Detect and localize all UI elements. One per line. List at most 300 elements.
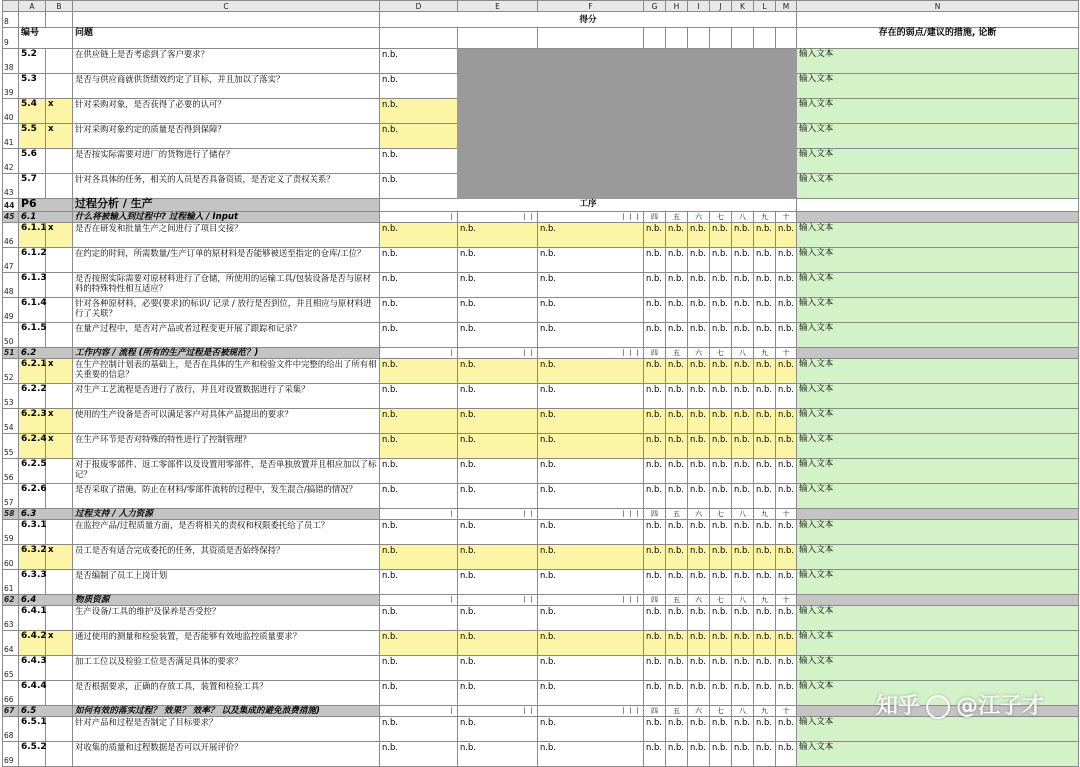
section-title: 过程支持 / 人力资源 [73, 509, 380, 520]
col-header-h[interactable]: H [666, 1, 688, 12]
score-cell[interactable]: n.b. [710, 484, 732, 509]
score-cell[interactable]: n.b. [688, 484, 710, 509]
comment-input[interactable]: 输入文本 [797, 631, 1079, 656]
score-cell[interactable]: n.b. [688, 409, 710, 434]
score-cell[interactable]: n.b. [380, 174, 458, 199]
score-cell[interactable]: n.b. [538, 631, 644, 656]
score-cell[interactable]: n.b. [380, 681, 458, 706]
score-cell[interactable]: n.b. [710, 631, 732, 656]
score-cell[interactable]: n.b. [458, 384, 538, 409]
score-cell[interactable]: n.b. [538, 717, 644, 742]
score-cell[interactable]: n.b. [776, 359, 797, 384]
comment-input[interactable]: 输入文本 [797, 124, 1079, 149]
score-cell[interactable]: n.b. [754, 520, 776, 545]
score-cell[interactable]: n.b. [538, 484, 644, 509]
score-cell[interactable]: n.b. [644, 656, 666, 681]
col-header-m[interactable]: M [776, 1, 797, 12]
score-cell[interactable]: n.b. [538, 681, 644, 706]
comment-input[interactable]: 输入文本 [797, 681, 1079, 706]
cell [19, 12, 46, 28]
score-cell[interactable]: n.b. [754, 384, 776, 409]
score-cell[interactable]: n.b. [776, 520, 797, 545]
score-cell[interactable]: n.b. [380, 520, 458, 545]
score-cell[interactable]: n.b. [644, 298, 666, 323]
score-cell[interactable]: n.b. [776, 545, 797, 570]
score-cell[interactable]: n.b. [754, 742, 776, 767]
score-cell[interactable]: n.b. [732, 223, 754, 248]
score-cell[interactable]: n.b. [380, 248, 458, 273]
score-cell[interactable]: n.b. [666, 631, 688, 656]
score-cell[interactable]: n.b. [776, 298, 797, 323]
p6-title: 过程分析 / 生产 [73, 199, 380, 212]
score-cell[interactable]: n.b. [710, 434, 732, 459]
score-cell[interactable]: n.b. [754, 359, 776, 384]
comment-input[interactable]: 输入文本 [797, 656, 1079, 681]
score-cell[interactable]: n.b. [380, 273, 458, 298]
comment-input[interactable]: 输入文本 [797, 359, 1079, 384]
score-cell[interactable]: n.b. [538, 459, 644, 484]
score-cell[interactable]: n.b. [538, 323, 644, 348]
score-cell[interactable]: n.b. [688, 298, 710, 323]
score-cell[interactable]: n.b. [644, 570, 666, 595]
comment-input[interactable]: 输入文本 [797, 384, 1079, 409]
mandatory-mark: x [46, 124, 73, 149]
score-cell[interactable]: n.b. [688, 323, 710, 348]
comment-input[interactable]: 输入文本 [797, 717, 1079, 742]
score-cell[interactable]: n.b. [538, 384, 644, 409]
score-cell[interactable]: n.b. [538, 545, 644, 570]
score-cell[interactable]: n.b. [538, 570, 644, 595]
score-cell[interactable]: n.b. [688, 606, 710, 631]
process-mark: 五 [666, 595, 688, 606]
score-cell[interactable]: n.b. [458, 742, 538, 767]
score-cell[interactable]: n.b. [644, 606, 666, 631]
score-cell[interactable]: n.b. [710, 656, 732, 681]
score-cell[interactable]: n.b. [710, 223, 732, 248]
score-cell[interactable]: n.b. [644, 545, 666, 570]
question-text: 是否在研发和批量生产之间进行了项目交接？ [73, 223, 380, 248]
score-cell[interactable]: n.b. [644, 484, 666, 509]
score-cell[interactable]: n.b. [458, 570, 538, 595]
score-cell[interactable]: n.b. [732, 606, 754, 631]
score-cell[interactable]: n.b. [644, 459, 666, 484]
section-number: 6.1 [19, 212, 73, 223]
comment-input[interactable]: 输入文本 [797, 459, 1079, 484]
score-cell[interactable]: n.b. [776, 742, 797, 767]
score-cell[interactable]: n.b. [666, 484, 688, 509]
score-cell[interactable]: n.b. [380, 384, 458, 409]
score-cell[interactable]: n.b. [380, 124, 458, 149]
section-header-row [3, 348, 1079, 359]
score-cell[interactable]: n.b. [776, 248, 797, 273]
score-cell[interactable]: n.b. [776, 484, 797, 509]
score-cell[interactable]: n.b. [666, 570, 688, 595]
score-cell[interactable]: n.b. [688, 359, 710, 384]
comment-input[interactable]: 输入文本 [797, 434, 1079, 459]
score-cell[interactable]: n.b. [458, 717, 538, 742]
score-cell[interactable]: n.b. [380, 631, 458, 656]
section-number: 6.5 [19, 706, 73, 717]
score-cell[interactable]: n.b. [380, 99, 458, 124]
score-cell[interactable]: n.b. [644, 359, 666, 384]
score-cell[interactable]: n.b. [688, 742, 710, 767]
process-mark: 十 [776, 212, 797, 223]
score-cell[interactable]: n.b. [710, 520, 732, 545]
score-cell[interactable]: n.b. [666, 459, 688, 484]
score-cell[interactable]: n.b. [644, 520, 666, 545]
cell [73, 12, 380, 28]
comment-input[interactable]: 输入文本 [797, 174, 1079, 199]
header-row-8 [3, 12, 1079, 28]
score-cell[interactable]: n.b. [380, 484, 458, 509]
row-number: 60 [3, 545, 19, 570]
question-text: 在约定的时间，所需数量/生产订单的原材料是否能够被送至指定的仓库/工位？ [73, 248, 380, 273]
comment-input[interactable]: 输入文本 [797, 149, 1079, 174]
process-mark: 七 [710, 348, 732, 359]
score-cell[interactable]: n.b. [732, 570, 754, 595]
comment-input[interactable]: 输入文本 [797, 223, 1079, 248]
score-cell[interactable]: n.b. [380, 545, 458, 570]
score-cell[interactable]: n.b. [644, 434, 666, 459]
score-cell[interactable]: n.b. [644, 409, 666, 434]
score-cell[interactable]: n.b. [710, 717, 732, 742]
score-cell[interactable]: n.b. [688, 459, 710, 484]
score-cell[interactable]: n.b. [644, 717, 666, 742]
score-cell[interactable]: n.b. [754, 298, 776, 323]
question-number: 6.5.1 [19, 717, 46, 742]
comment-input[interactable]: 输入文本 [797, 298, 1079, 323]
question-number: 5.4 [19, 99, 46, 124]
score-cell[interactable]: n.b. [732, 384, 754, 409]
score-cell[interactable]: n.b. [732, 681, 754, 706]
score-cell[interactable]: n.b. [458, 223, 538, 248]
score-cell[interactable]: n.b. [380, 656, 458, 681]
score-cell[interactable]: n.b. [538, 656, 644, 681]
score-cell[interactable]: n.b. [710, 681, 732, 706]
score-cell[interactable]: n.b. [754, 656, 776, 681]
score-cell[interactable]: n.b. [538, 273, 644, 298]
score-cell[interactable]: n.b. [710, 384, 732, 409]
score-cell[interactable]: n.b. [754, 459, 776, 484]
score-cell[interactable]: n.b. [710, 298, 732, 323]
comment-input[interactable]: 输入文本 [797, 520, 1079, 545]
score-cell[interactable]: n.b. [666, 248, 688, 273]
comment-input[interactable]: 输入文本 [797, 545, 1079, 570]
score-cell[interactable]: n.b. [644, 742, 666, 767]
score-cell[interactable]: n.b. [644, 248, 666, 273]
score-cell[interactable]: n.b. [710, 409, 732, 434]
question-number: 5.2 [19, 49, 46, 74]
score-cell[interactable]: n.b. [380, 409, 458, 434]
score-cell[interactable]: n.b. [776, 434, 797, 459]
score-cell[interactable]: n.b. [754, 545, 776, 570]
score-cell[interactable]: n.b. [458, 484, 538, 509]
score-cell[interactable]: n.b. [776, 459, 797, 484]
score-cell[interactable]: n.b. [710, 273, 732, 298]
score-cell[interactable]: n.b. [754, 273, 776, 298]
score-cell[interactable]: n.b. [754, 570, 776, 595]
score-cell[interactable]: n.b. [754, 409, 776, 434]
question-text: 生产设备/工具的维护及保养是否受控？ [73, 606, 380, 631]
question-row [3, 520, 1079, 545]
col-header-n[interactable]: N [797, 1, 1079, 12]
question-row [3, 409, 1079, 434]
score-cell[interactable]: n.b. [644, 631, 666, 656]
row-number: 48 [3, 273, 19, 298]
comment-input[interactable]: 输入文本 [797, 606, 1079, 631]
score-cell[interactable]: n.b. [380, 459, 458, 484]
process-mark: 丨 [380, 212, 458, 223]
score-cell[interactable]: n.b. [732, 359, 754, 384]
score-cell[interactable]: n.b. [732, 717, 754, 742]
score-cell[interactable]: n.b. [380, 49, 458, 74]
score-cell[interactable]: n.b. [538, 409, 644, 434]
score-cell[interactable]: n.b. [776, 384, 797, 409]
score-cell[interactable]: n.b. [710, 606, 732, 631]
score-cell[interactable]: n.b. [666, 434, 688, 459]
score-cell[interactable]: n.b. [754, 631, 776, 656]
score-cell[interactable]: n.b. [666, 409, 688, 434]
row-number: 39 [3, 74, 19, 99]
score-cell[interactable]: n.b. [732, 298, 754, 323]
question-number: 6.2.4 [19, 434, 46, 459]
col-header-a[interactable]: A [19, 1, 46, 12]
score-cell[interactable]: n.b. [538, 298, 644, 323]
score-cell[interactable]: n.b. [776, 656, 797, 681]
score-cell[interactable]: n.b. [754, 606, 776, 631]
score-cell[interactable]: n.b. [732, 631, 754, 656]
score-cell[interactable]: n.b. [732, 484, 754, 509]
score-cell[interactable]: n.b. [666, 545, 688, 570]
score-cell[interactable]: n.b. [776, 631, 797, 656]
score-cell[interactable]: n.b. [380, 74, 458, 99]
process-mark: 十 [776, 509, 797, 520]
score-cell[interactable]: n.b. [538, 359, 644, 384]
process-mark: 六 [688, 706, 710, 717]
question-text: 在生产环节是否对特殊的特性进行了控制管理？ [73, 434, 380, 459]
col-header-l[interactable]: L [754, 1, 776, 12]
col-header-d[interactable]: D [380, 1, 458, 12]
score-cell[interactable]: n.b. [776, 570, 797, 595]
process-header: 工序 [380, 199, 797, 212]
score-cell[interactable]: n.b. [710, 359, 732, 384]
col-header-f[interactable]: F [538, 1, 644, 12]
process-mark: 五 [666, 509, 688, 520]
question-text: 员工是否有适合完成委托的任务，其资质是否始终保持？ [73, 545, 380, 570]
score-cell[interactable]: n.b. [380, 323, 458, 348]
score-cell[interactable]: n.b. [458, 323, 538, 348]
score-cell[interactable]: n.b. [458, 409, 538, 434]
col-header-b[interactable]: B [46, 1, 73, 12]
comment-input[interactable]: 输入文本 [797, 273, 1079, 298]
score-cell[interactable]: n.b. [644, 384, 666, 409]
score-cell[interactable]: n.b. [644, 223, 666, 248]
score-cell[interactable]: n.b. [688, 434, 710, 459]
comment-input[interactable]: 输入文本 [797, 323, 1079, 348]
comment-input[interactable]: 输入文本 [797, 409, 1079, 434]
score-cell[interactable]: n.b. [380, 149, 458, 174]
score-cell[interactable]: n.b. [666, 384, 688, 409]
score-cell[interactable]: n.b. [458, 459, 538, 484]
process-mark: 九 [754, 212, 776, 223]
process-mark: 六 [688, 509, 710, 520]
score-cell[interactable]: n.b. [710, 459, 732, 484]
mandatory-mark [46, 606, 73, 631]
score-cell[interactable]: n.b. [776, 606, 797, 631]
score-cell[interactable]: n.b. [732, 459, 754, 484]
cell [776, 28, 797, 49]
score-cell[interactable]: n.b. [644, 681, 666, 706]
score-cell[interactable]: n.b. [458, 520, 538, 545]
score-cell[interactable]: n.b. [666, 323, 688, 348]
question-row [3, 459, 1079, 484]
comment-input[interactable]: 输入文本 [797, 248, 1079, 273]
score-cell[interactable]: n.b. [458, 606, 538, 631]
score-cell[interactable]: n.b. [666, 520, 688, 545]
score-cell[interactable]: n.b. [458, 359, 538, 384]
score-cell[interactable]: n.b. [666, 359, 688, 384]
score-cell[interactable]: n.b. [688, 273, 710, 298]
score-cell[interactable]: n.b. [732, 434, 754, 459]
score-cell[interactable]: n.b. [732, 409, 754, 434]
question-number: 6.4.3 [19, 656, 46, 681]
row-number: 69 [3, 742, 19, 767]
score-cell[interactable]: n.b. [688, 717, 710, 742]
comment-input[interactable]: 输入文本 [797, 742, 1079, 767]
score-cell[interactable]: n.b. [458, 545, 538, 570]
score-cell[interactable]: n.b. [776, 717, 797, 742]
column-header-row [3, 1, 1079, 12]
score-cell[interactable]: n.b. [666, 717, 688, 742]
score-cell[interactable]: n.b. [776, 273, 797, 298]
score-cell[interactable]: n.b. [710, 323, 732, 348]
comment-input[interactable]: 输入文本 [797, 49, 1079, 74]
score-cell[interactable]: n.b. [666, 223, 688, 248]
score-cell[interactable]: n.b. [688, 248, 710, 273]
col-header-c[interactable]: C [73, 1, 380, 12]
comment-input[interactable]: 输入文本 [797, 99, 1079, 124]
score-cell[interactable]: n.b. [666, 273, 688, 298]
question-row [3, 484, 1079, 509]
section-header-row [3, 212, 1079, 223]
score-cell[interactable]: n.b. [380, 298, 458, 323]
score-cell[interactable]: n.b. [754, 484, 776, 509]
score-cell[interactable]: n.b. [666, 656, 688, 681]
score-cell[interactable]: n.b. [538, 223, 644, 248]
score-cell[interactable]: n.b. [732, 323, 754, 348]
score-cell[interactable]: n.b. [754, 434, 776, 459]
score-cell[interactable]: n.b. [644, 273, 666, 298]
score-cell[interactable]: n.b. [710, 248, 732, 273]
score-cell[interactable]: n.b. [710, 742, 732, 767]
col-header-g[interactable]: G [644, 1, 666, 12]
score-cell[interactable]: n.b. [732, 273, 754, 298]
score-cell[interactable]: n.b. [380, 606, 458, 631]
question-text: 是否采取了措施，防止在材料/零部件流转的过程中，发生混合/搞错的情况？ [73, 484, 380, 509]
score-cell[interactable]: n.b. [666, 742, 688, 767]
score-cell[interactable]: n.b. [538, 742, 644, 767]
question-text: 是否编制了员工上岗计划 [73, 570, 380, 595]
question-number: 6.1.2 [19, 248, 46, 273]
score-cell[interactable]: n.b. [688, 656, 710, 681]
col-header-j[interactable]: J [710, 1, 732, 12]
col-header-k[interactable]: K [732, 1, 754, 12]
score-cell[interactable]: n.b. [754, 248, 776, 273]
score-cell[interactable]: n.b. [732, 545, 754, 570]
score-cell[interactable]: n.b. [776, 681, 797, 706]
score-cell[interactable]: n.b. [732, 656, 754, 681]
score-cell[interactable]: n.b. [644, 323, 666, 348]
col-header-i[interactable]: I [688, 1, 710, 12]
score-cell[interactable]: n.b. [754, 323, 776, 348]
score-cell[interactable]: n.b. [776, 223, 797, 248]
score-cell[interactable]: n.b. [754, 681, 776, 706]
score-cell[interactable]: n.b. [688, 545, 710, 570]
score-cell[interactable]: n.b. [688, 384, 710, 409]
score-cell[interactable]: n.b. [380, 742, 458, 767]
row-number: 63 [3, 606, 19, 631]
comment-input[interactable]: 输入文本 [797, 74, 1079, 99]
cell [797, 212, 1079, 223]
score-cell[interactable]: n.b. [732, 520, 754, 545]
section-number: 6.2 [19, 348, 73, 359]
score-cell[interactable]: n.b. [710, 545, 732, 570]
mandatory-mark: x [46, 99, 73, 124]
comment-input[interactable]: 输入文本 [797, 484, 1079, 509]
score-cell[interactable]: n.b. [688, 570, 710, 595]
score-cell[interactable]: n.b. [380, 223, 458, 248]
score-cell[interactable]: n.b. [458, 273, 538, 298]
score-cell[interactable]: n.b. [776, 409, 797, 434]
score-cell[interactable]: n.b. [538, 248, 644, 273]
score-cell[interactable]: n.b. [666, 606, 688, 631]
score-cell[interactable]: n.b. [458, 434, 538, 459]
question-row [3, 742, 1079, 767]
col-header-e[interactable]: E [458, 1, 538, 12]
score-cell[interactable]: n.b. [380, 359, 458, 384]
score-cell[interactable]: n.b. [380, 570, 458, 595]
score-cell[interactable]: n.b. [380, 717, 458, 742]
score-cell[interactable]: n.b. [458, 681, 538, 706]
score-cell[interactable]: n.b. [538, 520, 644, 545]
disabled-area [458, 49, 797, 199]
score-cell[interactable]: n.b. [380, 434, 458, 459]
process-mark: 五 [666, 348, 688, 359]
score-cell[interactable]: n.b. [538, 606, 644, 631]
score-cell[interactable]: n.b. [458, 298, 538, 323]
score-cell[interactable]: n.b. [732, 742, 754, 767]
score-cell[interactable]: n.b. [666, 681, 688, 706]
score-cell[interactable]: n.b. [754, 717, 776, 742]
score-cell[interactable]: n.b. [538, 434, 644, 459]
comment-input[interactable]: 输入文本 [797, 570, 1079, 595]
score-cell[interactable]: n.b. [688, 631, 710, 656]
mandatory-mark [46, 742, 73, 767]
score-cell[interactable]: n.b. [688, 681, 710, 706]
score-cell[interactable]: n.b. [710, 570, 732, 595]
score-cell[interactable]: n.b. [458, 631, 538, 656]
score-cell[interactable]: n.b. [776, 323, 797, 348]
mandatory-mark [46, 298, 73, 323]
score-cell[interactable]: n.b. [732, 248, 754, 273]
score-cell[interactable]: n.b. [688, 520, 710, 545]
score-cell[interactable]: n.b. [666, 298, 688, 323]
section-title: 物质资源 [73, 595, 380, 606]
score-cell[interactable]: n.b. [458, 248, 538, 273]
score-cell[interactable]: n.b. [754, 223, 776, 248]
score-cell[interactable]: n.b. [458, 656, 538, 681]
score-cell[interactable]: n.b. [688, 223, 710, 248]
